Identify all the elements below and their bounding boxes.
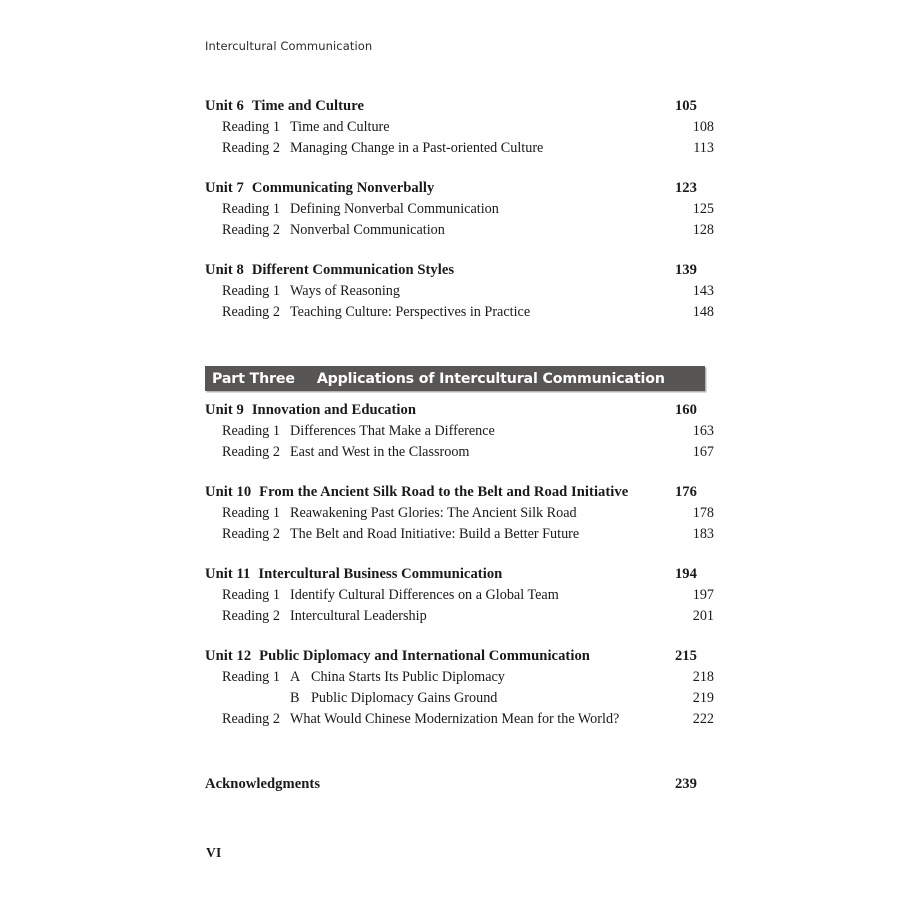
toc-unit-title: Different Communication Styles: [251, 262, 455, 278]
part-banner-label: Part Three: [212, 370, 295, 387]
toc-reading-title: Ways of Reasoning: [290, 283, 400, 299]
toc-reading-row[interactable]: [205, 138, 714, 159]
toc-unit-label: Unit 11: [205, 566, 251, 582]
acknowledgments-entry: [205, 774, 697, 795]
toc-reading-page-number: 218: [692, 669, 714, 685]
toc-reading-label: Reading 2: [222, 444, 280, 460]
toc-reading-label: Reading 2: [222, 711, 280, 727]
acknowledgments-page-number: 239: [674, 776, 697, 792]
toc-reading-title: Differences That Make a Difference: [290, 423, 495, 439]
part-banner-title: Applications of Intercultural Communication: [316, 370, 665, 387]
toc-unit-row[interactable]: [205, 178, 697, 199]
toc-reading-page-number: 163: [692, 423, 714, 439]
toc-reading-label: Reading 1: [222, 587, 280, 603]
toc-unit-page-number: 105: [674, 98, 697, 114]
toc-reading-title: Reawakening Past Glories: The Ancient Silk Road: [290, 505, 577, 521]
toc-reading-page-number: 125: [692, 201, 714, 217]
toc-unit-group: [205, 178, 714, 241]
folio-page-number: VI: [206, 845, 222, 860]
toc-unit-page-number: 139: [674, 262, 697, 278]
toc-reading-page-number: 148: [692, 304, 714, 320]
toc-reading-title: Public Diplomacy Gains Ground: [311, 690, 498, 706]
toc-reading-row[interactable]: [205, 421, 714, 442]
toc-reading-page-number: 178: [692, 505, 714, 521]
toc-reading-label: Reading 2: [222, 608, 280, 624]
toc-reading-row[interactable]: [205, 220, 714, 241]
toc-section-lower: [205, 400, 714, 730]
toc-unit-row[interactable]: [205, 646, 697, 667]
toc-section-upper: [205, 96, 714, 323]
toc-unit-label: Unit 9: [205, 402, 244, 418]
toc-unit-label: Unit 10: [205, 484, 252, 500]
toc-reading-page-number: 113: [693, 140, 714, 156]
toc-unit-title: From the Ancient Silk Road to the Belt and Road Initiative: [259, 484, 629, 500]
toc-reading-row[interactable]: [205, 302, 714, 323]
toc-reading-page-number: 197: [692, 587, 714, 603]
toc-reading-sub-letter: B: [290, 690, 300, 706]
toc-reading-title: Managing Change in a Past-oriented Culture: [290, 140, 544, 156]
toc-unit-row[interactable]: [205, 482, 697, 503]
acknowledgments-title: Acknowledgments: [205, 776, 321, 792]
toc-unit-label: Unit 6: [205, 98, 244, 114]
toc-unit-group: [205, 96, 714, 159]
toc-unit-label: Unit 12: [205, 648, 252, 664]
toc-reading-row[interactable]: [205, 688, 714, 709]
toc-unit-row[interactable]: [205, 96, 697, 117]
toc-reading-row[interactable]: [205, 606, 714, 627]
toc-reading-row[interactable]: [205, 709, 714, 730]
toc-reading-label: Reading 1: [222, 283, 280, 299]
toc-unit-page-number: 123: [674, 180, 697, 196]
toc-unit-label: Unit 8: [205, 262, 244, 278]
toc-reading-title: The Belt and Road Initiative: Build a Better Future: [290, 526, 580, 542]
toc-reading-row[interactable]: [205, 442, 714, 463]
toc-reading-label: Reading 2: [222, 222, 280, 238]
toc-reading-page-number: 222: [692, 711, 714, 727]
toc-reading-title: Teaching Culture: Perspectives in Practice: [290, 304, 531, 320]
toc-reading-title: Nonverbal Communication: [290, 222, 445, 238]
toc-reading-row[interactable]: [205, 585, 714, 606]
toc-reading-page-number: 167: [692, 444, 714, 460]
toc-unit-page-number: 176: [674, 484, 697, 500]
toc-reading-label: Reading 2: [222, 526, 280, 542]
toc-reading-page-number: 183: [692, 526, 714, 542]
toc-reading-label: Reading 2: [222, 140, 280, 156]
toc-reading-title: Identify Cultural Differences on a Global Team: [290, 587, 559, 603]
toc-unit-title: Time and Culture: [251, 98, 364, 114]
toc-reading-title: Defining Nonverbal Communication: [290, 201, 499, 217]
toc-unit-title: Innovation and Education: [251, 402, 417, 418]
toc-reading-row[interactable]: [205, 503, 714, 524]
toc-unit-page-number: 160: [674, 402, 697, 418]
toc-reading-row[interactable]: [205, 117, 714, 138]
toc-unit-page-number: 194: [674, 566, 697, 582]
toc-reading-row[interactable]: [205, 524, 714, 545]
toc-unit-group: [205, 400, 714, 463]
toc-unit-title: Intercultural Business Communication: [258, 566, 503, 582]
toc-reading-label: Reading 1: [222, 669, 280, 685]
toc-unit-group: [205, 564, 714, 627]
toc-reading-row[interactable]: [205, 281, 714, 302]
toc-reading-sub-letter: A: [290, 669, 301, 685]
toc-row: [205, 774, 697, 795]
running-header: Intercultural Communication: [205, 39, 373, 53]
toc-reading-label: Reading 1: [222, 201, 280, 217]
toc-unit-row[interactable]: [205, 564, 697, 585]
toc-reading-page-number: 143: [692, 283, 714, 299]
toc-reading-label: Reading 1: [222, 505, 280, 521]
toc-unit-group: [205, 646, 714, 730]
toc-reading-label: Reading 2: [222, 304, 280, 320]
toc-unit-group: [205, 482, 714, 545]
toc-reading-title: East and West in the Classroom: [290, 444, 470, 460]
toc-reading-title: Time and Culture: [290, 119, 390, 135]
toc-reading-page-number: 128: [692, 222, 714, 238]
toc-reading-label: Reading 1: [222, 119, 280, 135]
toc-reading-title: Intercultural Leadership: [290, 608, 427, 624]
toc-unit-title: Communicating Nonverbally: [251, 180, 435, 196]
toc-reading-title: China Starts Its Public Diplomacy: [311, 669, 505, 685]
part-banner: [205, 366, 705, 391]
toc-unit-title: Public Diplomacy and International Communication: [259, 648, 590, 664]
toc-unit-page-number: 215: [674, 648, 697, 664]
toc-reading-label: Reading 1: [222, 423, 280, 439]
toc-unit-group: [205, 260, 714, 323]
toc-reading-row[interactable]: [205, 199, 714, 220]
toc-unit-row[interactable]: [205, 260, 697, 281]
toc-reading-row[interactable]: [205, 667, 714, 688]
toc-unit-row[interactable]: [205, 400, 697, 421]
toc-reading-page-number: 201: [692, 608, 714, 624]
toc-reading-page-number: 219: [692, 690, 714, 706]
toc-reading-page-number: 108: [692, 119, 714, 135]
toc-unit-label: Unit 7: [205, 180, 244, 196]
toc-reading-title: What Would Chinese Modernization Mean for the World?: [290, 711, 620, 727]
